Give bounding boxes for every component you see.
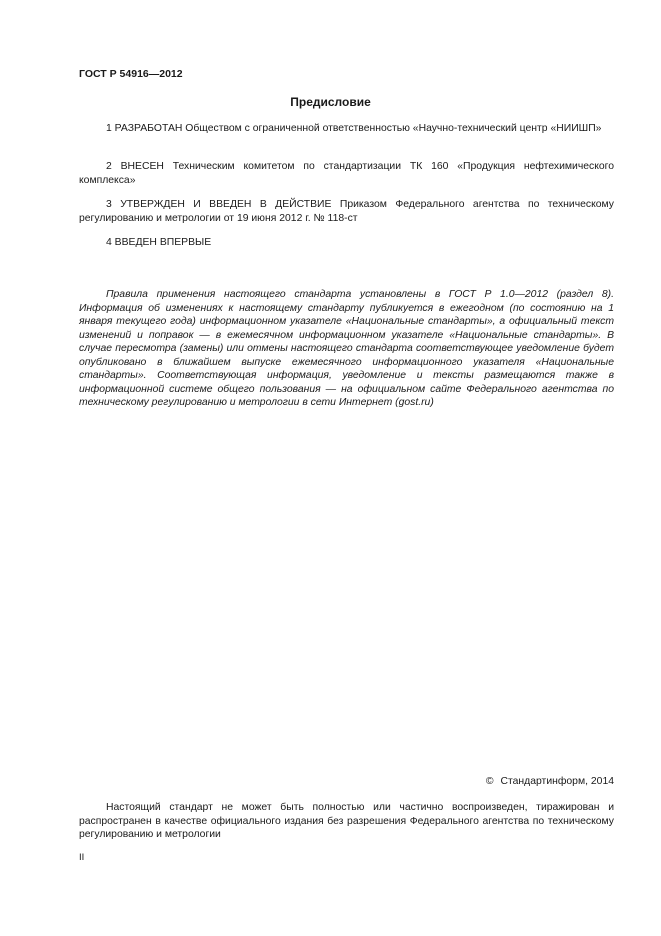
copyright-symbol: ©: [485, 776, 494, 787]
standard-code-header: ГОСТ Р 54916—2012: [79, 68, 183, 80]
foreword-item-approved: 3 УТВЕРЖДЕН И ВВЕДЕН В ДЕЙСТВИЕ Приказом Федерального агентства по техническому регулированию и метрологии от 19 июня 2012 г. № 118-ст: [79, 199, 614, 224]
page-number: II: [79, 852, 85, 863]
application-rules-note: Правила применения настоящего стандарта установлены в ГОСТ Р 1.0—2012 (раздел 8). Информация об изменениях к настоящему стандарту публикуется в ежегодном (по состоянию на 1 января текущего года) информационном указателе «Национальные стандарты», а официальный текст изменений и поправок — в ежемесячном информационном указателе «Национальные стандарты». В случае пересмотра (замены) или отмены настоящего стандарта соответствующее уведомление будет опубликовано в ближайшем выпуске ежемесячного информационного указателя «Национальные стандарты». Соответствующая информация, уведомление и тексты размещаются также в информационной системе общего пользования — на официальном сайте Федерального агентства по техническому регулированию и метрологии в сети Интернет (gost.ru): [79, 289, 614, 408]
copyright-line: [486, 776, 614, 787]
copyright-text: Стандартинформ, 2014: [500, 776, 614, 787]
page-title: Предисловие: [290, 95, 371, 109]
foreword-item-introduced: 2 ВНЕСЕН Техническим комитетом по стандартизации ТК 160 «Продукция нефтехимического комплекса»: [79, 161, 614, 186]
foreword-item-developed: 1 РАЗРАБОТАН Обществом с ограниченной ответственностью «Научно-технический центр «НИИШП»: [106, 123, 602, 134]
foreword-item-first-introduced: 4 ВВЕДЕН ВПЕРВЫЕ: [106, 237, 212, 248]
reproduction-notice: Настоящий стандарт не может быть полностью или частично воспроизведен, тиражирован и распространен в качестве официального издания без разрешения Федерального агентства по техническому регулированию и метрологии: [79, 802, 614, 840]
